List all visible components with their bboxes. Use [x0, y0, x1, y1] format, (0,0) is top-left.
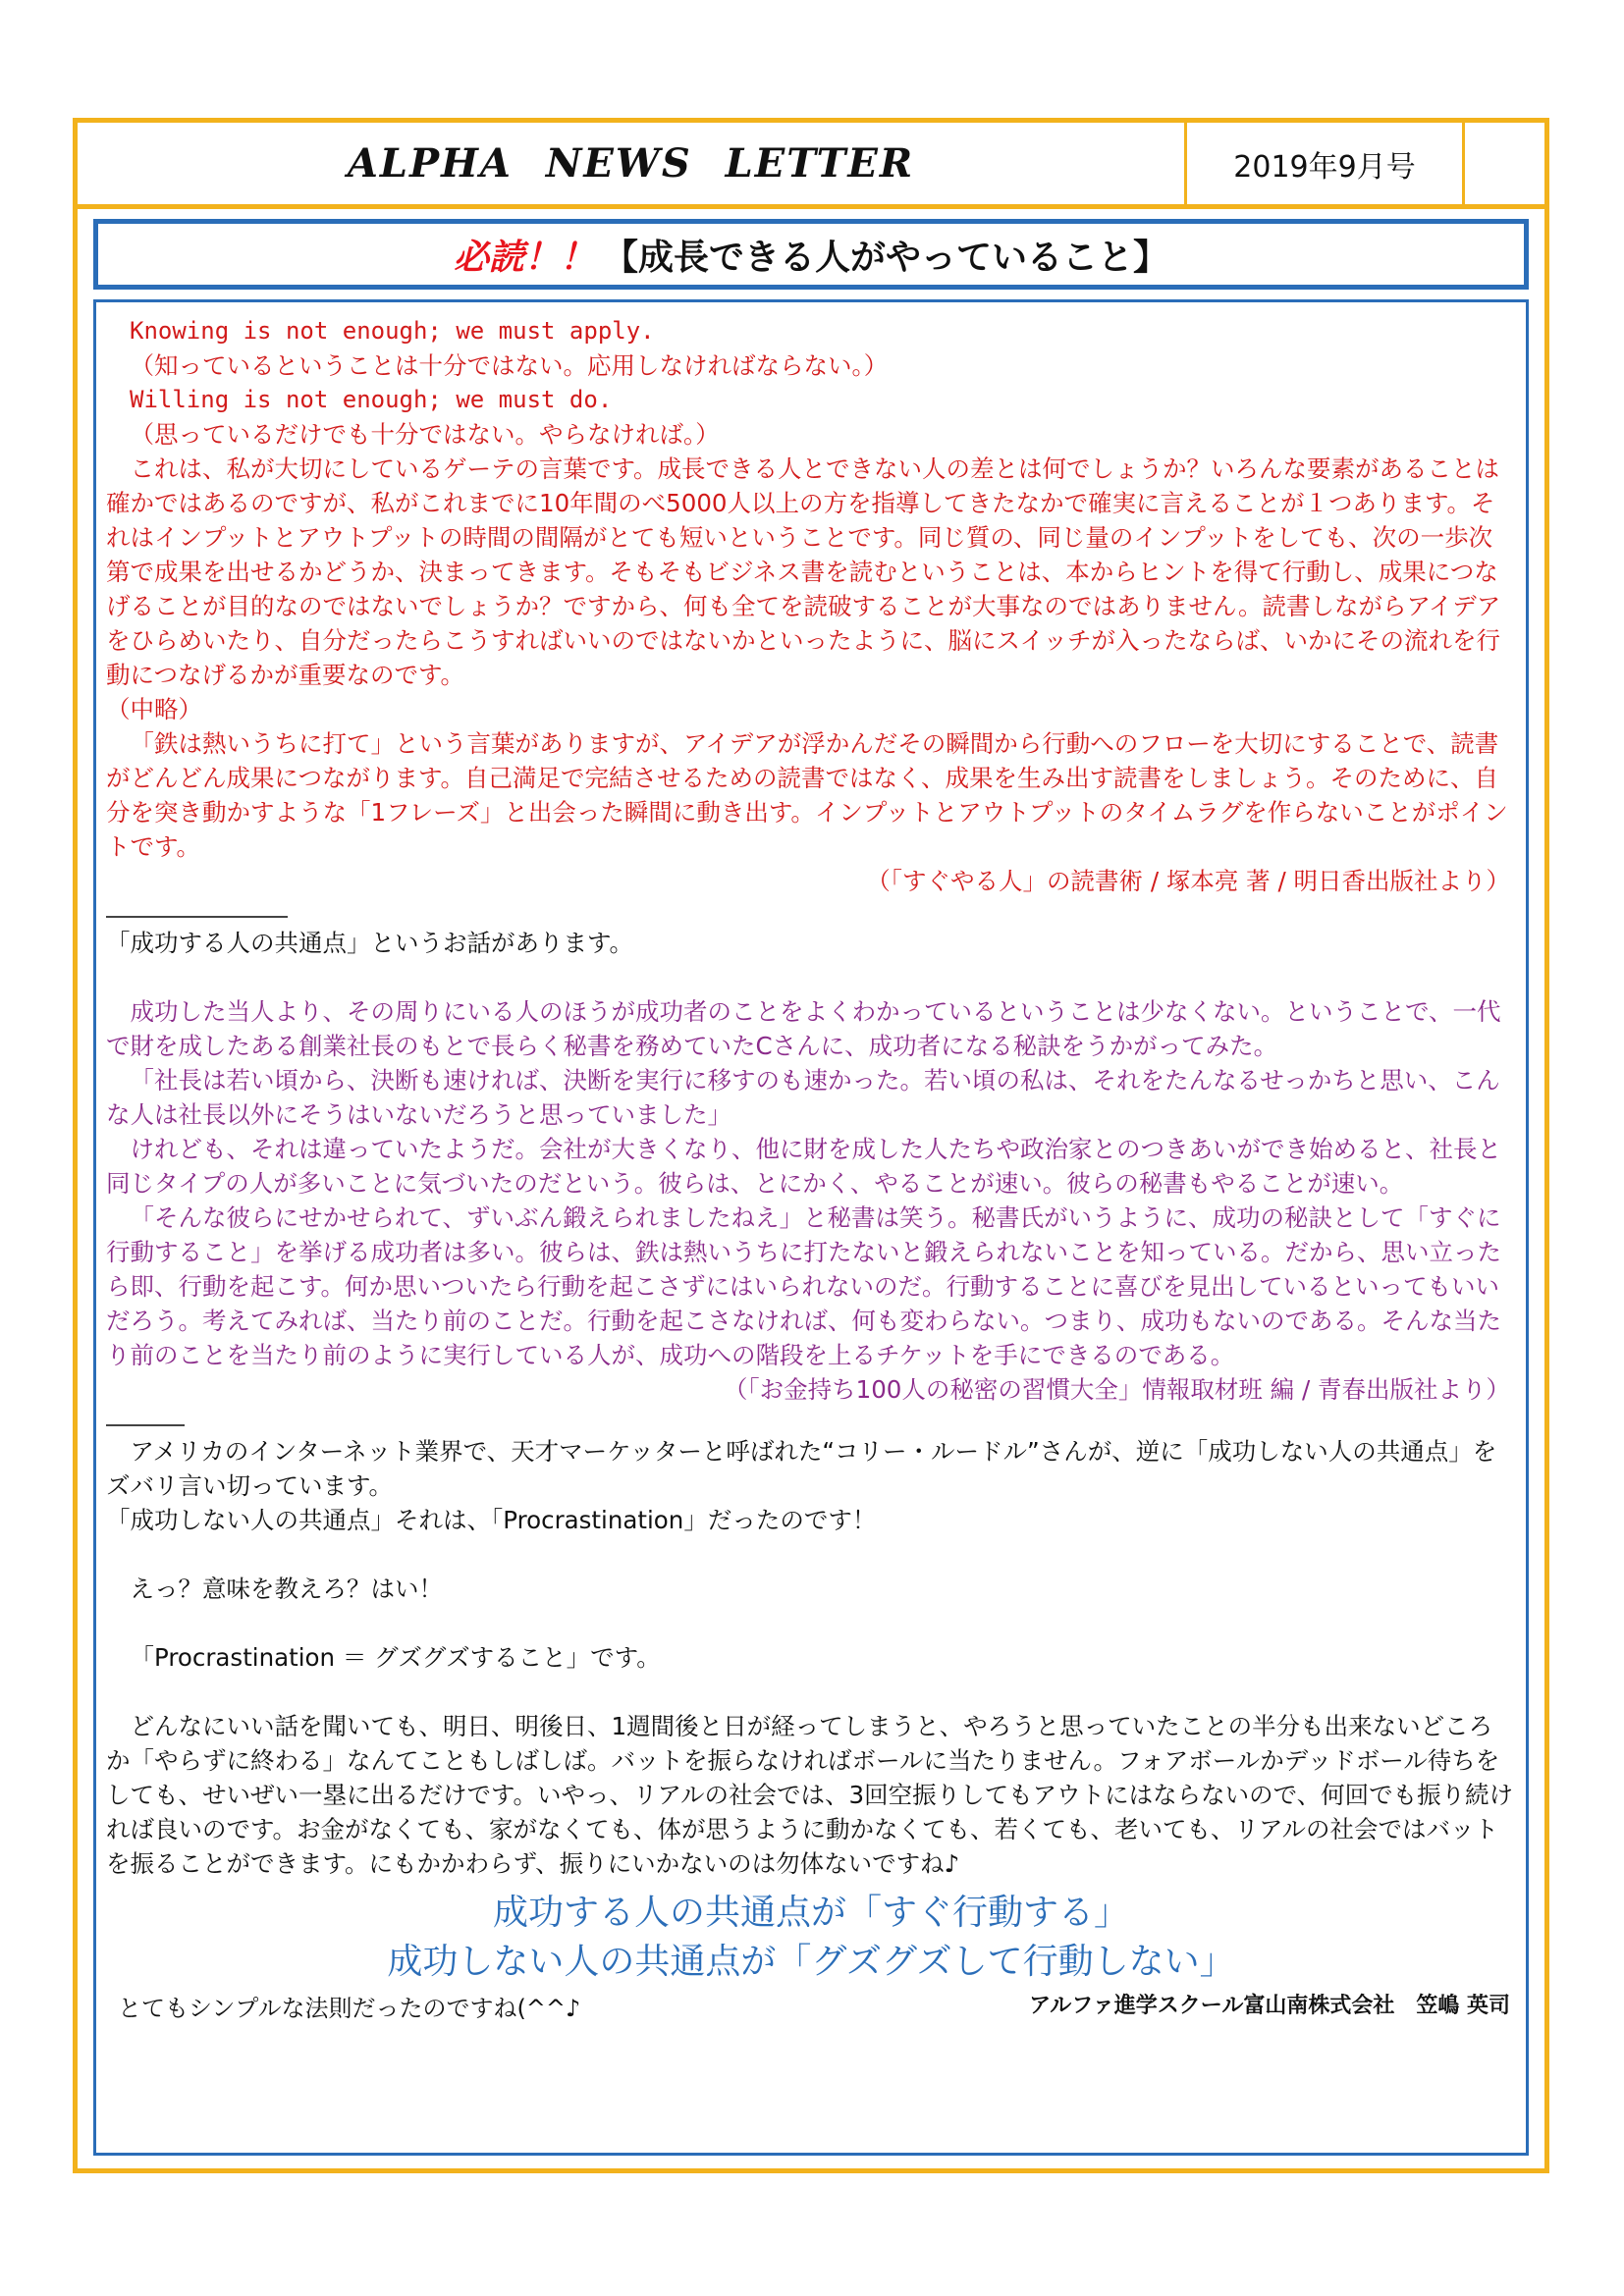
headline-text: 【成長できる人がやっていること】	[603, 237, 1169, 278]
spacer	[106, 1675, 1516, 1709]
section3-paragraph-5: どんなにいい話を聞いても、明日、明後日、1週間後と日が経ってしまうと、やろうと思っていたことの半分も出来ないどころか「やらずに終わる」なんてこともしばしば。バットを振らなければボールに当たりません。フォアボールかデッドボール待ちをしても、せいぜい一塁に出るだけです。いやっ、リアルの社会では、3回空振りしてもアウトにはならないので、何回でも振り続ければ良いのです。お金がなくても、家がなくても、体が思うように動かなくても、若くても、老いても、リアルの社会ではバットを振ることができます。にもかかわらず、振りにいかないのは勿体ないですね♪	[106, 1712, 1514, 1878]
quote-japanese-1: （知っているということは十分ではない。応用しなければならない。）	[130, 351, 889, 380]
section2-paragraph-4: 「そんな彼らにせかせられて、ずいぶん鍛えられましたねえ」と秘書は笑う。秘書氏がいうように、成功の秘訣として「すぐに行動すること」を挙げる成功者は多い。彼らは、鉄は熱いうちに打たないと鍛えられないことを知っている。だから、思い立ったら即、行動を起こす。何か思いついたら行動を起こさずにはいられないのだ。行動することに喜びを見出しているといってもいいだろう。考えてみれば、当たり前のことだ。行動を起こさなければ、何も変わらない。つまり、成功もないのである。そんな当たり前のことを当たり前のように実行している人が、成功への階段を上るチケットを手にできるのである。	[106, 1203, 1501, 1369]
section3-paragraph-4: 「Procrastination ＝ グズグズすること」です。	[130, 1643, 661, 1672]
footer-row	[106, 1989, 1516, 2023]
spacer	[106, 1537, 1516, 1572]
section2-paragraph-2: 「社長は若い頃から、決断も速ければ、決断を実行に移すのも速かった。若い頃の私は、それをたんなるせっかちと思い、こんな人は社長以外にそうはいないだろうと思っていました」	[106, 1066, 1500, 1129]
spacer	[106, 1606, 1516, 1640]
closing-line: とてもシンプルな法則だったのですね(^^♪	[118, 1995, 581, 2022]
quote-english-1: Knowing is not enough; we must apply.	[130, 317, 655, 345]
header	[78, 123, 1544, 209]
article-inner	[106, 314, 1516, 2023]
section2-paragraph-3: けれども、それは違っていたようだ。会社が大きくなり、他に財を成した人たちや政治家とのつきあいができ始めると、社長と同じタイプの人が多いことに気づいたのだという。彼らは、とにかく、やることが速い。彼らの秘書もやることが速い。	[106, 1135, 1501, 1198]
section3-paragraph-2: 「成功しない人の共通点」それは、「Procrastination」だったのです！	[106, 1506, 877, 1534]
section1-paragraph-1: これは、私が大切にしているゲーテの言葉です。成長できる人とできない人の差とは何でしょうか？いろんな要素があることは確かではあるのですが、私がこれまでに10年間のべ5000人以上の方を指導してきたなかで確実に言えることが１つあります。それはインプットとアウトプットの時間の間隔がとても短いということです。同じ質の、同じ量のインプットをしても、次の一歩次第で成果を出せるかどうか、決まってきます。そもそもビジネス書を読むということは、本からヒントを得て行動し、成果につなげることが目的なのではないでしょうか？ですから、何も全てを読破することが大事なのではありません。読書しながらアイデアをひらめいたり、自分だったらこうすればいいのではないかといったように、脳にスイッチが入ったならば、いかにその流れを行動につなげるかが重要なのです。	[106, 454, 1501, 689]
section1-omission: （中略）	[106, 695, 202, 723]
newsletter-frame	[73, 118, 1549, 2173]
section1-source: （「すぐやる人」の読書術 / 塚本亮 著 / 明日香出版社より）	[866, 867, 1510, 895]
highlight-success: 成功する人の共通点が「すぐ行動する」	[492, 1893, 1129, 1933]
section2-paragraph-1: 成功した当人より、その周りにいる人のほうが成功者のことをよくわかっているということは少なくない。ということで、一代で財を成したある創業社長のもとで長らく秘書を務めていたCさんに、成功者になる秘訣をうかがってみた。	[106, 997, 1501, 1060]
spacer	[106, 960, 1516, 994]
section1-paragraph-2: 「鉄は熱いうちに打て」という言葉がありますが、アイデアが浮かんだその瞬間から行動へのフローを大切にすることで、読書がどんどん成果につながります。自己満足で完結させるための読書ではなく、成果を生み出す読書をしましょう。そのために、自分を突き動かすような「1フレーズ」と出会った瞬間に動き出す。インプットとアウトプットのタイムラグを作らないことがポイントです。	[106, 729, 1508, 861]
divider-2	[106, 1424, 185, 1426]
highlight-failure: 成功しない人の共通点が「グズグズして行動しない」	[387, 1942, 1235, 1982]
author-signature: アルファ進学スクール富山南株式会社 笠嶋 英司	[1029, 1994, 1510, 2018]
divider-1	[106, 916, 288, 918]
newsletter-title: ALPHA NEWS LETTER	[78, 123, 1187, 204]
quote-english-2: Willing is not enough; we must do.	[130, 386, 613, 413]
section3-paragraph-1: アメリカのインターネット業界で、天才マーケッターと呼ばれた“コリー・ルードル”さんが、逆に「成功しない人の共通点」をズバリ言い切っています。	[106, 1437, 1497, 1500]
section2-source: （「お金持ち100人の秘密の習慣大全」情報取材班 編 / 青春出版社より）	[723, 1375, 1510, 1404]
issue-date: 2019年9月号	[1187, 123, 1465, 204]
section2-intro: 「成功する人の共通点」というお話があります。	[106, 929, 634, 957]
quote-japanese-2: （思っているだけでも十分ではない。やらなければ。）	[130, 420, 720, 449]
section3-paragraph-3: えっ？意味を教えろ？はい！	[130, 1575, 443, 1603]
headline-box	[93, 219, 1529, 290]
article-body	[93, 299, 1529, 2156]
must-read-mark: 必読！！	[453, 237, 595, 278]
